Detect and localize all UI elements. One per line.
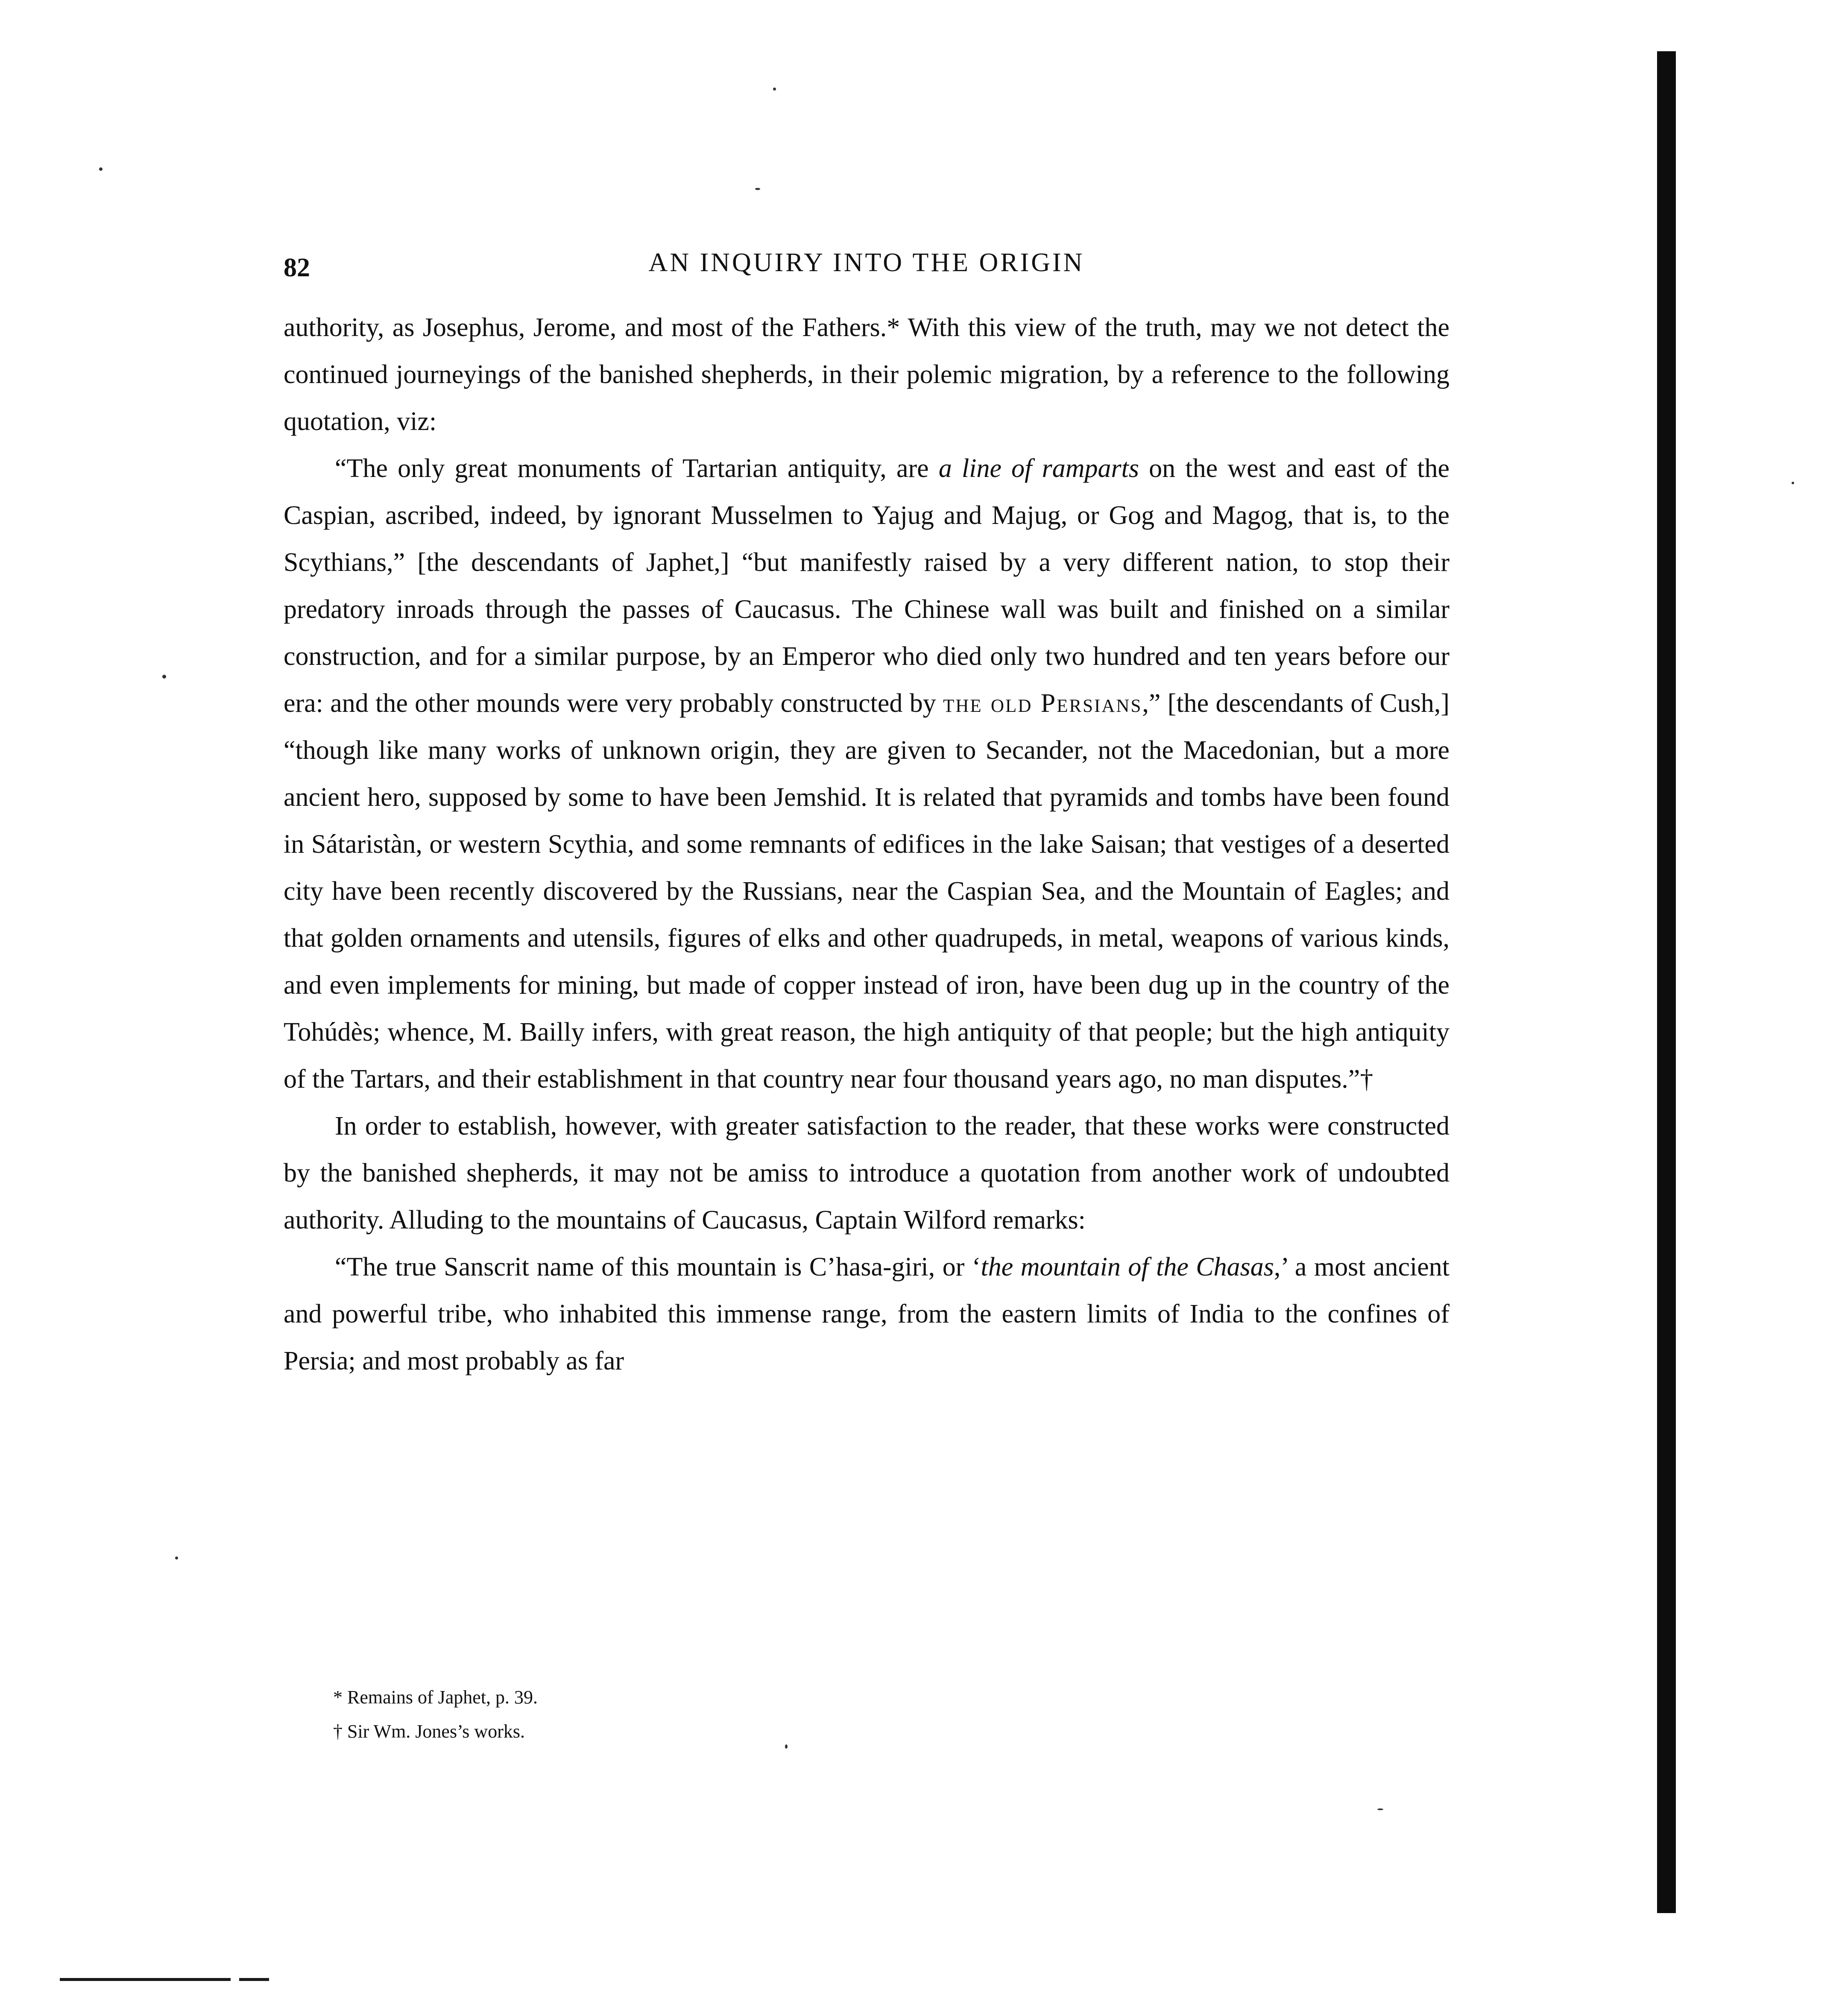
scan-speck bbox=[755, 188, 760, 190]
paragraph-4-text-a: “The true Sanscrit name of this mountain is C’hasa-giri, or ‘ bbox=[335, 1252, 981, 1282]
scan-speck bbox=[162, 675, 166, 679]
scan-speck bbox=[1377, 1808, 1383, 1810]
paragraph-2-text-c: ,” [the descendants of Cush,] “though like many works of unknown origin, they are given to Secander, not the Macedonian, but a more ancient hero, supposed by some to have been Jemshid. It is related that pyramids and tombs have been found in Sátaristàn, or western Scythia, and some remnants of edifices in the lake Saisan; that vestiges of a deserted city have been recently discovered by the Russians, near the Caspian Sea, and the Mountain of Eagles; and that golden ornaments and utensils, figures of elks and other quadrupeds, in metal, weapons of various kinds, and even implements for mining, but made of copper instead of iron, have been dug up in the country of the Tohúdès; whence, M. Bailly infers, with great reason, the high antiquity of that people; but the high antiquity of the Tartars, and their establishment in that country near four thousand years ago, no man disputes.”† bbox=[284, 689, 1449, 1094]
paragraph-2-text-a: “The only great monuments of Tartarian antiquity, are bbox=[335, 454, 939, 483]
paragraph-4-emphasis: the mountain of the Chasas bbox=[981, 1252, 1274, 1282]
body-text bbox=[284, 304, 1449, 1384]
page-edge-mark-short bbox=[239, 1978, 269, 1981]
paragraph-2-text-b: on the west and east of the Caspian, ascribed, indeed, by ignorant Musselmen to Yajug and Majug, or Gog and Magog, that is, to the Scythians,” [the descendants of Japhet,] “but manifestly raised by a very different nation, to stop their predatory inroads through the passes of Caucasus. The Chinese wall was built and finished on a similar construction, and for a similar purpose, by an Emperor who died only two hundred and ten years before our era: and the other mounds were very probably constructed by bbox=[284, 454, 1449, 718]
scan-speck bbox=[1792, 482, 1794, 484]
paragraph-4-text-b: ,’ a most ancient and powerful tribe, who inhabited this immense range, from the eastern limits of India to the confines of Persia; and most probably as far bbox=[284, 1252, 1449, 1375]
paragraph-4-quotation bbox=[284, 1244, 1449, 1384]
scan-speck bbox=[773, 88, 776, 91]
running-head: AN INQUIRY INTO THE ORIGIN bbox=[648, 248, 1085, 277]
footnote-2: † Sir Wm. Jones’s works. bbox=[333, 1721, 525, 1742]
page-header bbox=[284, 248, 1449, 286]
page-number: 82 bbox=[284, 253, 310, 282]
scan-speck bbox=[175, 1557, 178, 1560]
paragraph-1-text: authority, as Josephus, Jerome, and most of the Fathers.* With this view of the truth, may we not detect the continued journeyings of the banished shepherds, in their polemic migration, by a reference to the following quotation, viz: bbox=[284, 313, 1449, 436]
paragraph-1 bbox=[284, 304, 1449, 445]
paragraph-2-small-caps: the old Persians bbox=[943, 689, 1142, 718]
paragraph-3-text: In order to establish, however, with greater satisfaction to the reader, that these works were constructed by the banished shepherds, it may not be amiss to introduce a quotation from another work of undoubted authority. Alluding to the mountains of Caucasus, Captain Wilford remarks: bbox=[284, 1112, 1449, 1235]
paragraph-3 bbox=[284, 1103, 1449, 1244]
book-spine-shadow bbox=[1657, 51, 1676, 1913]
page-edge-mark bbox=[60, 1978, 231, 1981]
paragraph-2-quotation bbox=[284, 445, 1449, 1103]
paragraph-2-emphasis: a line of ramparts bbox=[938, 454, 1139, 483]
footnotes bbox=[333, 1680, 1102, 1749]
scan-speck bbox=[99, 167, 102, 171]
footnote-1: * Remains of Japhet, p. 39. bbox=[333, 1687, 538, 1708]
